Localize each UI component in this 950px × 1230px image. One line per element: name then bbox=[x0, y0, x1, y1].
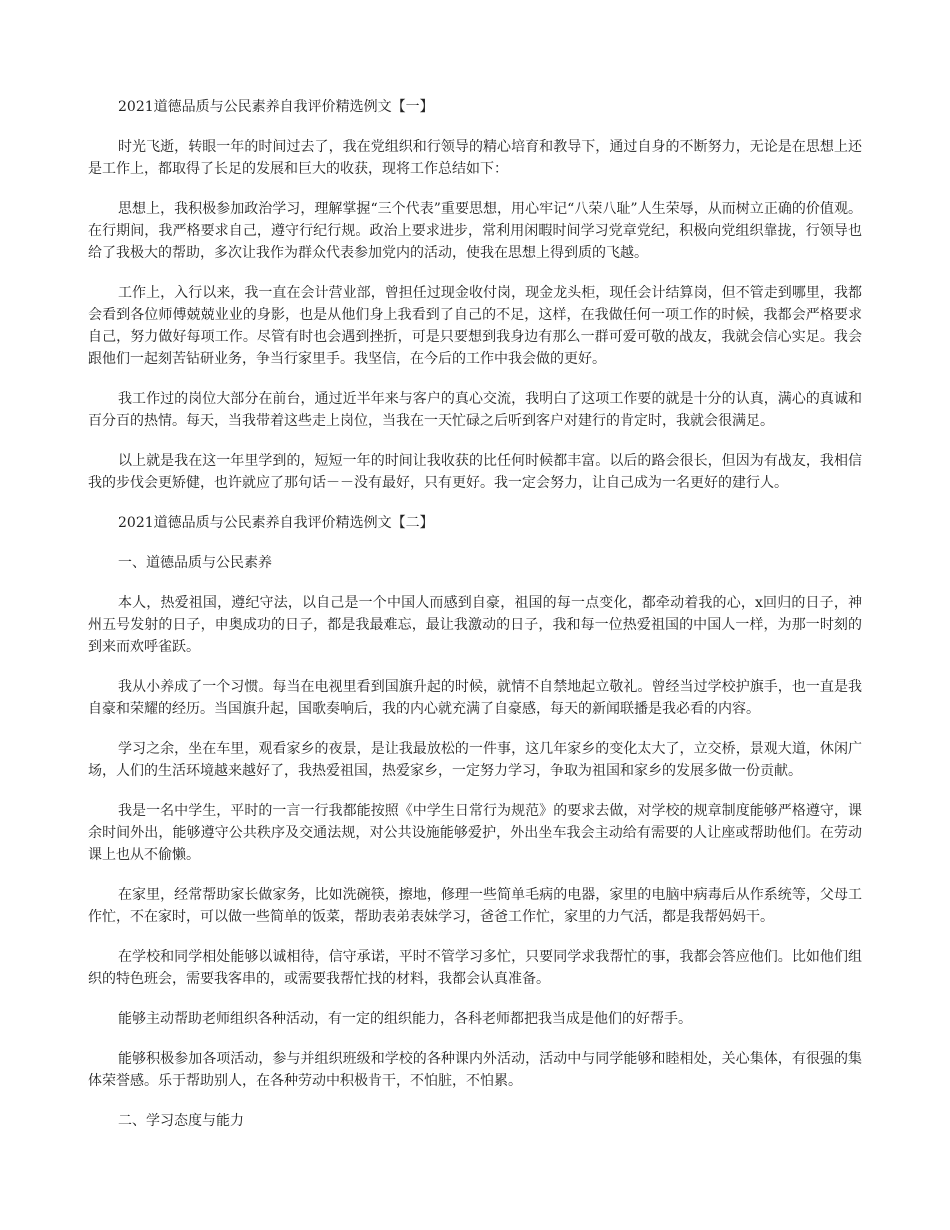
paragraph-1-4: 我工作过的岗位大部分在前台，通过近半年来与客户的真心交流，我明白了这项工作要的就是十分的认真，满心的真诚和百分百的热情。每天，当我带着这些走上岗位，当我在一天忙碌之后听到客户对建行的肯定时，我就会很满足。 bbox=[88, 391, 862, 429]
section-2-subheading-2: 二、学习态度与能力 bbox=[118, 1113, 244, 1129]
paragraph-1-5: 以上就是我在这一年里学到的，短短一年的时间让我收获的比任何时候都丰富。以后的路会很长，但因为有战友，我相信我的步伐会更矫健，也许就应了那句话－－没有最好，只有更好。我一定会努力，让自己成为一名更好的建行人。 bbox=[88, 453, 862, 491]
paragraph-2-3: 学习之余，坐在车里，观看家乡的夜景，是让我最放松的一件事，这几年家乡的变化太大了，立交桥，景观大道，休闲广场，人们的生活环境越来越好了，我热爱祖国，热爱家乡，一定努力学习，争取为祖国和家乡的发展多做一份贡献。 bbox=[88, 741, 862, 779]
paragraph-2-6: 在学校和同学相处能够以诚相待，信守承诺，平时不管学习多忙，只要同学求我帮忙的事，我都会答应他们。比如他们组织的特色班会，需要我客串的，或需要我帮忙找的材料，我都会认真准备。 bbox=[88, 949, 862, 987]
document-page bbox=[88, 96, 862, 1150]
paragraph-2-1: 本人，热爱祖国，遵纪守法，以自己是一个中国人而感到自豪，祖国的每一点变化，都牵动着我的心，x回归的日子，神州五号发射的日子，申奥成功的日子，都是我最难忘，最让我激动的日子，我和每一位热爱祖国的中国人一样，为那一时刻的到来而欢呼雀跃。 bbox=[88, 595, 862, 655]
paragraph-1-1: 时光飞逝，转眼一年的时间过去了，我在党组织和行领导的精心培育和教导下，通过自身的不断努力，无论是在思想上还是工作上，都取得了长足的发展和巨大的收获，现将工作总结如下： bbox=[88, 139, 862, 177]
paragraph-1-2: 思想上，我积极参加政治学习，理解掌握“三个代表”重要思想，用心牢记“八荣八耻”人生荣辱，从而树立正确的价值观。在行期间，我严格要求自己，遵守行纪行规。政治上要求进步，常利用闲暇时间学习党章党纪，积极向党组织靠拢，行领导也给了我极大的帮助，多次让我作为群众代表参加党内的活动，使我在思想上得到质的飞越。 bbox=[88, 201, 862, 261]
paragraph-2-8: 能够积极参加各项活动，参与并组织班级和学校的各种课内外活动，活动中与同学能够和睦相处，关心集体，有很强的集体荣誉感。乐于帮助别人，在各种劳动中积极肯干，不怕脏，不怕累。 bbox=[88, 1051, 862, 1089]
paragraph-2-7: 能够主动帮助老师组织各种活动，有一定的组织能力，各科老师都把我当成是他们的好帮手。 bbox=[118, 1011, 692, 1027]
paragraph-2-2: 我从小养成了一个习惯。每当在电视里看到国旗升起的时候，就情不自禁地起立敬礼。曾经当过学校护旗手，也一直是我自豪和荣耀的经历。当国旗升起，国歌奏响后，我的内心就充满了自豪感，每天的新闻联播是我必看的内容。 bbox=[88, 679, 862, 717]
paragraph-2-5: 在家里，经常帮助家长做家务，比如洗碗筷，擦地，修理一些简单毛病的电器，家里的电脑中病毒后从作系统等，父母工作忙，不在家时，可以做一些简单的饭菜，帮助表弟表妹学习，爸爸工作忙，家里的力气活，都是我帮妈妈干。 bbox=[88, 887, 862, 925]
paragraph-2-4: 我是一名中学生，平时的一言一行我都能按照《中学生日常行为规范》的要求去做，对学校的规章制度能够严格遵守，课余时间外出，能够遵守公共秩序及交通法规，对公共设施能够爱护，外出坐车我会主动给有需要的人让座或帮助他们。在劳动课上也从不偷懒。 bbox=[88, 803, 862, 863]
paragraph-1-3: 工作上，入行以来，我一直在会计营业部，曾担任过现金收付岗，现金龙头柜，现任会计结算岗，但不管走到哪里，我都会看到各位师傅兢兢业业的身影，也是从他们身上我看到了自己的不足，这样，在我做任何一项工作的时候，我都会严格要求自己，努力做好每项工作。尽管有时也会遇到挫折，可是只要想到我身边有那么一群可爱可敬的战友，我就会信心实足。我会跟他们一起刻苦钻研业务，争当行家里手。我坚信，在今后的工作中我会做的更好。 bbox=[88, 285, 862, 367]
section-2-subheading-1: 一、道德品质与公民素养 bbox=[118, 555, 272, 571]
section-2-title: 2021道德品质与公民素养自我评价精选例文【二】 bbox=[118, 515, 434, 531]
section-1-title: 2021道德品质与公民素养自我评价精选例文【一】 bbox=[118, 99, 434, 115]
